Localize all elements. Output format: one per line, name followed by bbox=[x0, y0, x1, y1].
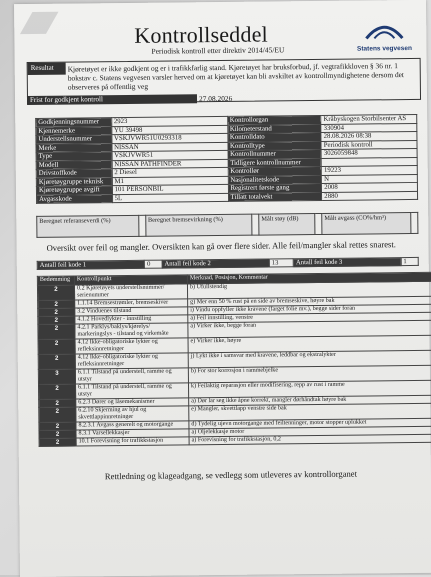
defect-control-point: 4.12 Ikke-obligatoriske lykter og refleksinnretninger bbox=[75, 338, 188, 354]
info-value: 19223 bbox=[321, 165, 417, 175]
defect-remark: i) Vindu oppfyller ikke kravene (farget folie mv.), begge sider foran bbox=[188, 304, 431, 315]
defect-remark: j) Lykt ikke i samsvar med kravene, leddbar og ekstralykter bbox=[188, 350, 431, 368]
fault-count-value: 0 bbox=[145, 260, 162, 268]
measurements-table bbox=[36, 212, 418, 238]
defect-severity: 2 bbox=[38, 308, 75, 316]
info-value: 2880 bbox=[322, 191, 418, 201]
form-title: Kontrollseddel bbox=[134, 21, 269, 48]
fault-count-value: 1 bbox=[401, 257, 418, 265]
defect-severity: 2 bbox=[38, 324, 75, 339]
deadline-date: 27.08.2026 bbox=[198, 93, 233, 104]
result-text: Kjøretøyet er ikke godkjent og er i trafikkfarlig stand. Kjøretøyet har bruksforbud, jf. vegtrafikkloven § 36 nr. 1 bokstav c. Statens vegvesen varsler herved om at kjøretøyet kan bli avskiltet av kontrollmyndighetene dersom det observeres på offentlig veg bbox=[67, 61, 405, 92]
fault-count-value: 13 bbox=[269, 259, 293, 267]
vehicle-info-table bbox=[35, 114, 418, 204]
info-label: Type bbox=[36, 152, 112, 161]
info-value: 2008 bbox=[322, 182, 418, 192]
info-label: Kjøretøygruppe teknisk bbox=[36, 177, 112, 186]
defect-severity: 2 bbox=[39, 422, 76, 430]
info-label: Kjennemerke bbox=[36, 126, 112, 135]
info-label: Kontrollorgan bbox=[227, 115, 321, 124]
defect-remark: k) Feilaktig reparasjon eller modifisering, repp av rust i ramme bbox=[188, 380, 431, 398]
fault-count-label: Antall feil kode 3 bbox=[293, 258, 400, 267]
defect-severity: 3 bbox=[38, 369, 75, 384]
info-label: Kontrollnummer bbox=[228, 149, 322, 158]
overview-text: Oversikt over feil og mangler. Oversikten kan gå over flere sider. Alle feil/mangler skal rettes snarest. bbox=[46, 239, 396, 253]
info-value: NISSAN bbox=[112, 142, 228, 152]
header-control-point: Kontrollpunkt bbox=[74, 275, 187, 285]
defect-control-point: 10.1 Forevisning for trafikkstasjon bbox=[76, 437, 189, 446]
defect-severity: 2 bbox=[39, 399, 76, 407]
defect-control-point: 0.2 Kjøretøyets understellsnummer/ serienummer bbox=[74, 284, 187, 300]
defects-table bbox=[37, 272, 431, 447]
defect-severity: 2 bbox=[39, 438, 76, 446]
defect-severity: 2 bbox=[38, 300, 75, 308]
form-subtitle: Periodisk kontroll etter direktiv 2014/45/EU bbox=[151, 45, 285, 56]
measurement-label: Målt støy (dB) bbox=[259, 214, 315, 236]
info-value: 3026059848 bbox=[321, 148, 417, 158]
defect-remark: b) For stor korrosjon i rammebjelke bbox=[188, 365, 431, 383]
info-label: Avgasskode bbox=[37, 194, 113, 203]
defect-control-point: 4.12 Ikke-obligatoriske lykter og refleksinnretninger bbox=[75, 353, 188, 369]
info-label: Godkjenningsnummer bbox=[36, 118, 112, 127]
header-severity: Bedømming bbox=[37, 276, 74, 285]
logo-text: Statens vegvesen bbox=[356, 44, 412, 53]
fault-count-label: Antall feil kode 2 bbox=[162, 259, 269, 268]
defect-control-point: 4.2.1 Parklys/baklys/kjørelys/ markeringslys - tilstand og virkemåte bbox=[75, 323, 188, 339]
info-value: 101 PERSONBIL bbox=[112, 184, 228, 194]
result-label: Resultat bbox=[28, 63, 66, 75]
info-label: Tidligere kontrollnummer bbox=[228, 158, 322, 167]
info-label: Kilometerstand bbox=[227, 124, 321, 133]
defect-control-point: 8.2.3.1 Avgass generelt og motorgange bbox=[76, 421, 189, 430]
fault-count-label: Antall feil kode 1 bbox=[37, 260, 144, 269]
info-label: Tillatt totalvekt bbox=[228, 192, 322, 201]
info-label: Kjøretøygruppe avgift bbox=[36, 186, 112, 195]
measurement-label: Beregnet referanseverdi (%) bbox=[37, 215, 139, 237]
statens-vegvesen-logo bbox=[354, 20, 414, 53]
info-value: VSKJVWR51U0293318 bbox=[111, 133, 227, 143]
info-value: Kråbyskogen Storbilsenter AS bbox=[321, 114, 417, 124]
defect-control-point: 1.1.14 Bremsestrømler, bremseskiver bbox=[75, 299, 188, 308]
defect-remark: d) Tydelig ujevn motorgange med feiltenninger, motor stopper uplukket bbox=[189, 418, 431, 429]
info-label: Kontrolldato bbox=[227, 132, 321, 141]
info-value: YU 39498 bbox=[111, 125, 227, 135]
info-value: 2923 bbox=[111, 116, 227, 126]
info-label: Drivstoffkode bbox=[36, 169, 112, 178]
road-authority-emblem-icon bbox=[362, 20, 406, 40]
info-label: Modell bbox=[36, 160, 112, 169]
info-value: 2 Diesel bbox=[112, 167, 228, 177]
defect-control-point: 3.2 Vinduenes tilstand bbox=[75, 307, 188, 316]
defect-remark: e) Mangler, skvettlapp venstre side bak bbox=[189, 403, 431, 421]
defect-remark: a) Forevisning for trafikkstasjon, 0,2 bbox=[189, 434, 431, 445]
header-remark: Merknad, Posisjon, Kommentar bbox=[187, 272, 431, 284]
defect-remark: a) Oljelekkasje motor bbox=[189, 426, 431, 437]
info-value: M1 bbox=[112, 176, 228, 186]
defect-control-point: 6.1.1 Tilstand på understell, ramme og utstyr bbox=[75, 383, 188, 399]
defect-severity: 2 bbox=[37, 285, 74, 300]
defect-remark: g) Mer enn 50 % rust på en side av bremseskive, høyre bak bbox=[188, 296, 431, 307]
defect-severity: 2 bbox=[38, 354, 75, 369]
defect-control-point: 6.2.3 Dører og låsemekanismer bbox=[76, 398, 189, 407]
info-value: 28.08.2026 08:38 bbox=[321, 131, 417, 141]
defect-severity: 2 bbox=[38, 339, 75, 354]
info-value: N bbox=[322, 174, 418, 184]
defect-severity: 2 bbox=[39, 407, 76, 422]
defect-control-point: 4.1.2 Hovedlykter - innstilling bbox=[75, 315, 188, 324]
info-label: Registrert første gang bbox=[228, 183, 322, 192]
info-value: NISSAN PATHFINDER bbox=[112, 159, 228, 169]
defect-remark: e) Virker ikke, høyre bbox=[188, 335, 431, 353]
defect-severity: 2 bbox=[38, 316, 75, 324]
defect-control-point: 6.2.10 Skjerming av hjul og skvettlappinnretninger bbox=[76, 406, 189, 422]
info-label: Nasjonalitetskode bbox=[228, 175, 322, 184]
control-form-sheet bbox=[14, 0, 431, 577]
defect-remark: a) Feil innstilling, venstre bbox=[188, 312, 431, 323]
info-label: Kontrollør bbox=[228, 166, 322, 175]
info-value: Periodisk kontroll bbox=[321, 140, 417, 150]
defect-severity: 2 bbox=[39, 430, 76, 438]
defect-severity: 2 bbox=[38, 384, 75, 399]
defect-remark: a) Virker ikke, begge foran bbox=[188, 320, 431, 338]
deadline-label: Frist for godkjent kontroll bbox=[27, 94, 197, 105]
defect-control-point: 6.1.1 Tilstand på understell, ramme og utstyr bbox=[75, 368, 188, 384]
fault-counts-table bbox=[37, 257, 419, 270]
measurement-label: Målt avgass (CO%/hm³) bbox=[322, 213, 411, 235]
info-label: Merke bbox=[36, 143, 112, 152]
info-value: VSKJVWR51 bbox=[112, 150, 228, 160]
info-label: Kontrolltype bbox=[227, 141, 321, 150]
defect-control-point: 8.3.1 Varsellekkasjer bbox=[76, 429, 189, 438]
defect-remark: a) Dør lar seg ikke åpne korrekt, mangler dørhåndtak høyre bak bbox=[189, 395, 431, 406]
footer-text: Rettledning og klageadgang, se vedlegg som utleveres av kontrollorganet bbox=[104, 468, 358, 482]
folded-corner bbox=[20, 12, 58, 34]
measurement-label: Beregnet bremsevirkning (%) bbox=[145, 214, 252, 236]
info-value: 330904 bbox=[321, 123, 417, 133]
measurement-value bbox=[411, 212, 418, 233]
info-label: Understellsnummer bbox=[36, 135, 112, 144]
defect-remark: b) Ufullstendig bbox=[187, 281, 431, 299]
info-value: 5L bbox=[112, 193, 228, 203]
